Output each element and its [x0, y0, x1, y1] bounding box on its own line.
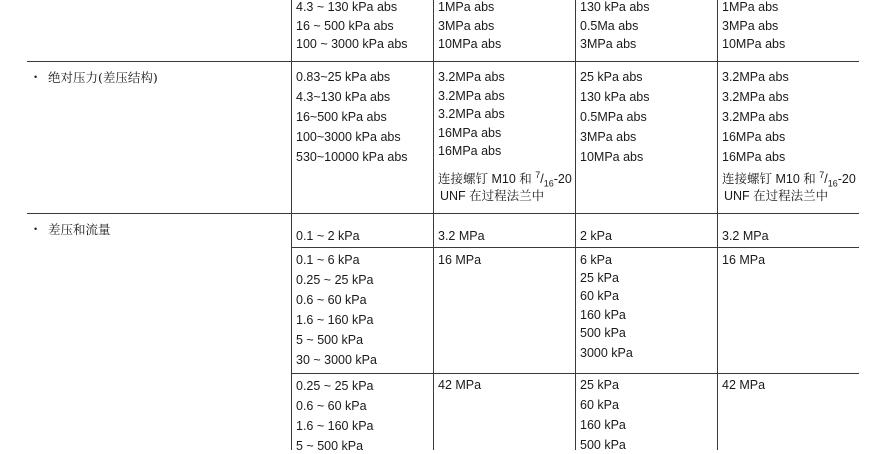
col3-cell: 130 kPa abs	[580, 0, 650, 14]
connection-note	[722, 169, 856, 189]
col2-cell: 3.2MPa abs	[438, 89, 505, 103]
col3-cell: 60 kPa	[580, 398, 619, 412]
note-sub: 16	[543, 178, 554, 189]
col2-cell: 1MPa abs	[438, 0, 495, 14]
bullet-icon: •	[34, 224, 38, 234]
connection-note-line2: UNF 在过程法兰中	[724, 189, 829, 203]
col3-cell: 60 kPa	[580, 289, 619, 303]
range-cell: 100~3000 kPa abs	[296, 130, 401, 144]
col4-cell: 3.2MPa abs	[722, 70, 789, 84]
row-divider	[291, 247, 859, 248]
col-divider-1	[291, 0, 292, 450]
col2-cell: 16 MPa	[438, 253, 482, 267]
col2-cell: 42 MPa	[438, 378, 482, 392]
col3-cell: 6 kPa	[580, 253, 612, 267]
range-cell: 100 ~ 3000 kPa abs	[296, 37, 408, 51]
range-cell: 4.3 ~ 130 kPa abs	[296, 0, 398, 14]
range-cell: 0.6 ~ 60 kPa	[296, 293, 367, 307]
bullet-icon: •	[34, 72, 38, 82]
col3-cell: 2 kPa	[580, 229, 612, 243]
connection-note	[438, 169, 572, 189]
col-divider-2	[433, 0, 434, 450]
col4-cell: 42 MPa	[722, 378, 766, 392]
note-sup: 7	[819, 169, 825, 180]
col3-cell: 10MPa abs	[580, 150, 644, 164]
col4-cell: 10MPa abs	[722, 37, 786, 51]
col3-cell: 0.5Ma abs	[580, 19, 639, 33]
col2-cell: 3MPa abs	[438, 19, 495, 33]
range-cell: 0.25 ~ 25 kPa	[296, 273, 374, 287]
col4-cell: 16MPa abs	[722, 150, 786, 164]
row-divider	[27, 61, 859, 62]
col2-cell: 3.2MPa abs	[438, 70, 505, 84]
range-cell: 5 ~ 500 kPa	[296, 333, 364, 347]
col3-cell: 0.5MPa abs	[580, 110, 647, 124]
col3-cell: 3MPa abs	[580, 130, 637, 144]
range-cell: 0.1 ~ 6 kPa	[296, 253, 360, 267]
note-prefix: 连接螺钉 M10 和	[722, 172, 820, 186]
range-cell: 530~10000 kPa abs	[296, 150, 408, 164]
col3-cell: 25 kPa	[580, 271, 619, 285]
note-slash: /	[824, 172, 828, 186]
col4-cell: 3MPa abs	[722, 19, 779, 33]
note-suffix: -20	[553, 172, 572, 186]
range-cell: 30 ~ 3000 kPa	[296, 353, 377, 367]
col3-cell: 160 kPa	[580, 418, 626, 432]
col3-cell: 500 kPa	[580, 438, 626, 452]
note-prefix: 连接螺钉 M10 和	[438, 172, 536, 186]
row-divider	[291, 373, 859, 374]
col3-cell: 500 kPa	[580, 326, 626, 340]
col2-cell: 3.2MPa abs	[438, 107, 505, 121]
range-cell: 1.6 ~ 160 kPa	[296, 313, 374, 327]
col3-cell: 3000 kPa	[580, 346, 633, 360]
col-divider-3	[575, 0, 576, 450]
col2-cell: 10MPa abs	[438, 37, 502, 51]
col3-cell: 3MPa abs	[580, 37, 637, 51]
note-slash: /	[540, 172, 544, 186]
col3-cell: 160 kPa	[580, 308, 626, 322]
range-cell: 0.25 ~ 25 kPa	[296, 379, 374, 393]
col4-cell: 3.2MPa abs	[722, 110, 789, 124]
category-label: 绝对压力(差压结构)	[48, 70, 158, 85]
note-sub: 16	[827, 178, 838, 189]
category-label: 差压和流量	[48, 222, 111, 237]
range-cell: 0.6 ~ 60 kPa	[296, 399, 367, 413]
connection-note-line2: UNF 在过程法兰中	[440, 189, 545, 203]
col4-cell: 3.2 MPa	[722, 229, 769, 243]
col4-cell: 16 MPa	[722, 253, 766, 267]
range-cell: 4.3~130 kPa abs	[296, 90, 391, 104]
range-cell: 16~500 kPa abs	[296, 110, 387, 124]
note-sup: 7	[535, 169, 541, 180]
col4-cell: 1MPa abs	[722, 0, 779, 14]
col3-cell: 25 kPa abs	[580, 70, 643, 84]
col2-cell: 16MPa abs	[438, 144, 502, 158]
note-suffix: -20	[837, 172, 856, 186]
range-cell: 5 ~ 500 kPa	[296, 439, 364, 453]
col-divider-4	[717, 0, 718, 450]
col4-cell: 3.2MPa abs	[722, 90, 789, 104]
range-cell: 16 ~ 500 kPa abs	[296, 19, 394, 33]
range-cell: 0.1 ~ 2 kPa	[296, 229, 360, 243]
col4-cell: 16MPa abs	[722, 130, 786, 144]
col2-cell: 16MPa abs	[438, 126, 502, 140]
col3-cell: 130 kPa abs	[580, 90, 650, 104]
col3-cell: 25 kPa	[580, 378, 619, 392]
row-divider	[27, 213, 859, 214]
col2-cell: 3.2 MPa	[438, 229, 485, 243]
range-cell: 1.6 ~ 160 kPa	[296, 419, 374, 433]
range-cell: 0.83~25 kPa abs	[296, 70, 391, 84]
